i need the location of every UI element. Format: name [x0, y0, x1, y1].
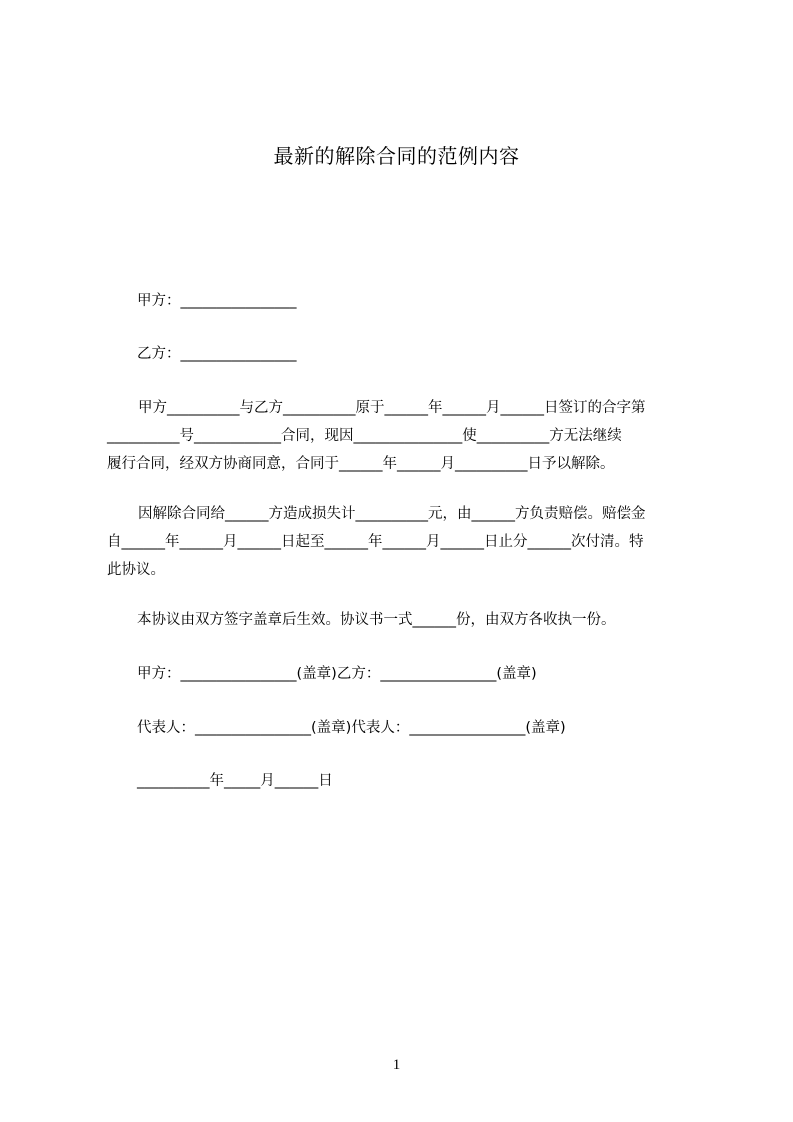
termination-paragraph [107, 394, 703, 478]
signature-representatives-line: 代表人：________________(盖章)代表人：________________(盖章) [137, 720, 566, 736]
party-a-line: 甲方：________________ [137, 293, 297, 309]
paragraph-row: 自______年______月______日起至______年______月______日止分______次付清。特 [107, 534, 644, 550]
signature-parties-line: 甲方：________________(盖章)乙方：________________(盖章) [137, 666, 537, 682]
party-b-line: 乙方：________________ [137, 346, 297, 362]
compensation-paragraph [107, 500, 703, 584]
effectiveness-paragraph: 本协议由双方签字盖章后生效。协议书一式______份，由双方各收执一份。 [137, 612, 616, 628]
paragraph-row: 因解除合同给______方造成损失计__________元，由______方负责赔偿。赔偿金 [138, 506, 646, 522]
date-line: __________年_____月______日 [137, 773, 333, 789]
paragraph-row: 履行合同，经双方协商同意，合同于______年______月__________日予以解除。 [107, 456, 615, 472]
page-number: 1 [392, 1057, 401, 1073]
paragraph-row: 甲方__________与乙方__________原于______年______月______日签订的合字第 [138, 400, 646, 416]
page-title: 最新的解除合同的范例内容 [273, 144, 520, 168]
paragraph-row: 此协议。 [107, 562, 165, 578]
paragraph-row: __________号____________合同，现因_______________使__________方无法继续 [107, 428, 622, 444]
